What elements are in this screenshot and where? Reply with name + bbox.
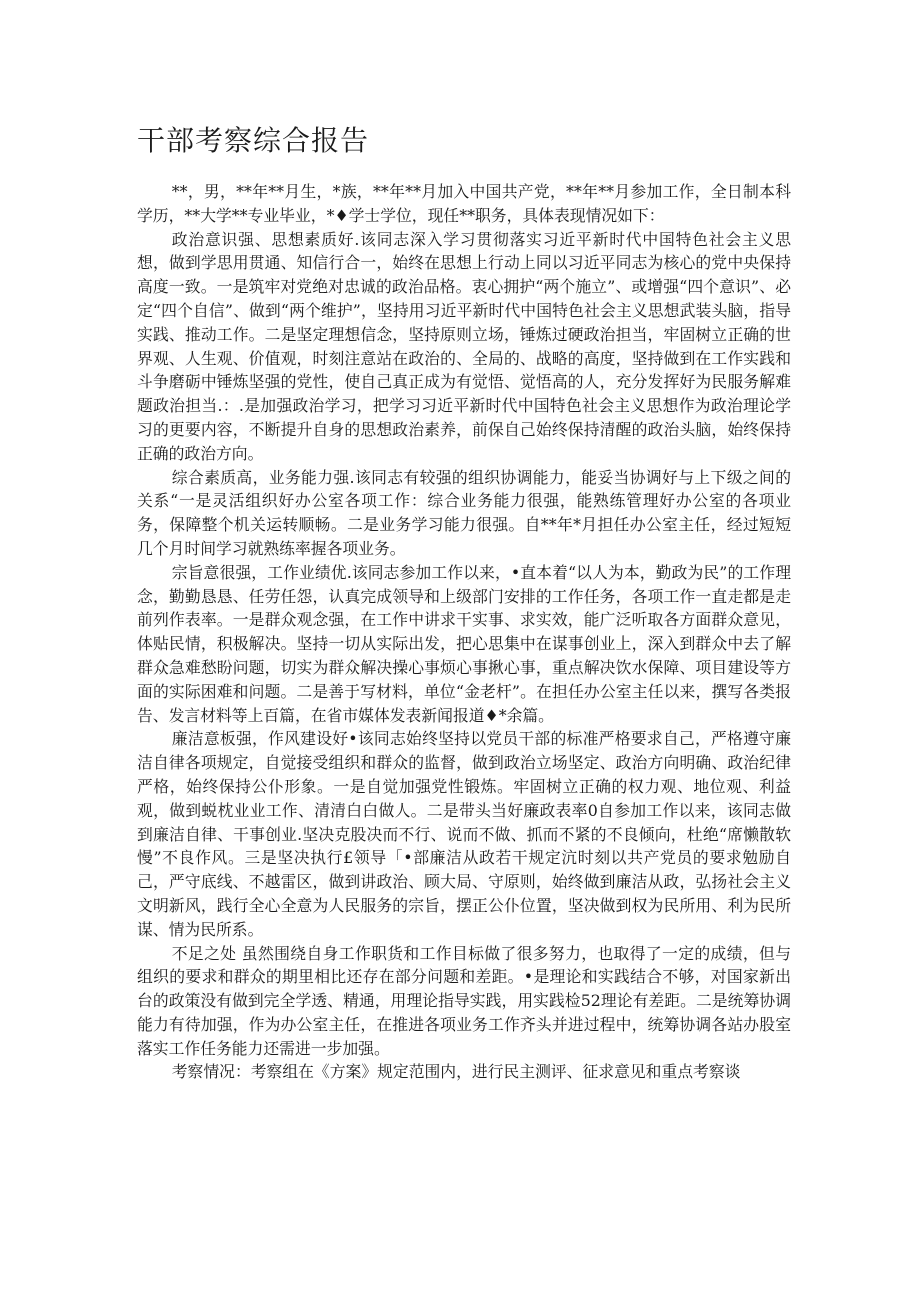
paragraph-basic-info: **，男，**年**月生，*族，**年**月加入中国共产党，**年**月参加工作，全日制本科学历，**大学**专业毕业，*♦学士学位，现任**职务，具体表现情况如下： (137, 182, 791, 225)
paragraph-integrity: 廉洁意板强，作风建设好•该同志始终坚持以党员干部的标准严格要求自己，严格遵守廉洁自律各项规定，自觉接受组织和群众的监督，做到政治立场坚定、政治方向明确、政治纪律严格，始终保持公仆形象。一是自觉加强党性锻炼。牢固树立正确的权力观、地位观、利益观，做到蜕枕业业工作、清清白白做人。二是带头当好廉政表率0自参加工作以来，该同志做到廉洁自律、干事创业.坚决克股决而不行、说而不做、抓而不紧的不良倾向，杜绝“席懒散软慢”不良作风。三是坚决执行£领导「•部廉洁从政若干规定沆时刻以共产党员的要求勉励自己，严守底线、不越雷区，做到讲政治、顾大局、守原则，始终做到廉洁从政，弘扬社会主义文明新风，践行全心全意为人民服务的宗旨，摆正公仆位置，坚决做到权为民所用、利为民所谋、情为民所系。 (137, 729, 791, 939)
paragraph-shortcomings: 不足之处 虽然围绕自身工作职货和工作目标做了很多努力，也取得了一定的成绩，但与组织的要求和群众的期里相比还存在部分问题和差距。•是理论和实践结合不够，对国家新出台的政策没有做到完全学透、精通，用理论指导实践，用实践检52理论有差距。二是统筹协调能力有待加强，作为办公室主任，在推进各项业务工作齐头并进过程中，统筹协调各站办股室落实工作任务能力还需进一步加强。 (137, 943, 791, 1058)
document-body (137, 180, 791, 1084)
paragraph-service-purpose: 宗旨意很强，工作业绩优.该同志参加工作以来，•直本着“以人为本，勤政为民”的工作理念，勤勤恳恳、任劳任怨，认真完成领导和上级部门安排的工作任务，各项工作一直走都是走前列作表率。一是群众观念强，在工作中讲求干实事、求实效，能广泛听取各方面群众意见，体贴民情，积极解决。坚持一切从实际出发，把心思集中在谋事创业上，深入到群众中去了解群众急难愁盼问题，切实为群众解决操心事烦心事揪心事，重点解决饮水保障、项目建设等方面的实际困难和问题。二是善于写材料，单位“金老杆”。在担任办公室主任以来，撰写各类报告、发言材料等上百篇，在省市媒体发表新闻报道♦*余篇。 (137, 562, 791, 725)
paragraph-political-awareness: 政治意识强、思想素质好.该同志深入学习贯彻落实习近平新时代中国特色社会主义思想，做到学思用贯通、知信行合一，始终在思想上行动上同以习近平同志为核心的党中央保持高度一致。一是筑牢对党绝对忠诚的政治品格。衷心拥护“两个施立”、或增强“四个意识”、必定“四个自信”、做到“两个维护”，坚持用习近平新时代中国特色社会主义思想武装头脑，指导实践、推动工作。二是坚定理想信念，坚持原则立场，锤炼过硬政治担当，牢固树立正确的世界观、人生观、价值观，时刻注意站在政治的、全局的、战略的高度，坚持做到在工作实践和斗争磨砺中锤炼坚强的党性，使自己真正成为有觉悟、觉悟高的人，充分发挥好为民服务解难题政治担当.：.是加强政治学习，把学习习近平新时代中国特色社会主义思想作为政治理论学习的更要内容，不断提升自身的思想政治素养，前保自己始终保持清醒的政治头脑，始终保持正确的政治方向。 (137, 229, 791, 463)
paragraph-inspection-status: 考察情况：考察组在《方案》规定范围内，进行民主测评、征求意见和重点考察谈 (171, 1062, 741, 1082)
paragraph-overall-quality: 综合素质高，业务能力强.该同志有较强的组织协调能力，能妥当协调好与上下级之间的关系“一是灵活组织好办公室各项工作：综合业务能力很强，能熟练管理好办公室的各项业务，保障整个机关运转顺畅。二是业务学习能力很强。自**年*月担任办公室主任，经过短短几个月时间学习就熟练率握各项业务。 (137, 467, 791, 558)
document-title: 干部考察综合报告 (137, 124, 370, 157)
